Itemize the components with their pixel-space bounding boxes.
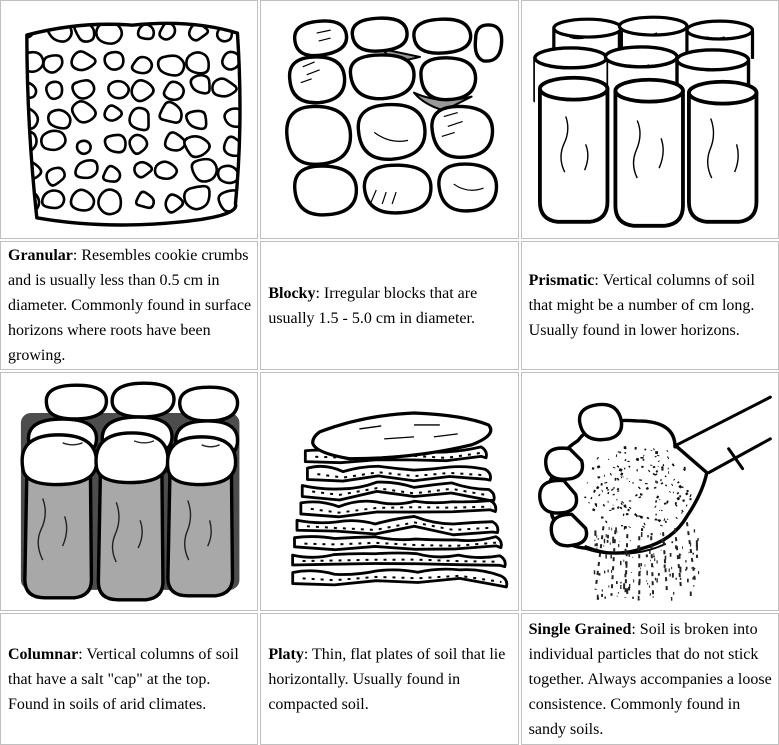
granular-term: Granular	[8, 247, 73, 264]
columnar-columns	[22, 383, 237, 600]
prismatic-illustration-cell	[521, 0, 779, 239]
prismatic-caption-cell	[521, 241, 779, 370]
platy-caption: Platy: Thin, flat plates of soil that lie horizontally. Usually found in compacted soil.	[268, 645, 506, 713]
blocky-illustration	[265, 5, 513, 234]
columnar-illustration	[5, 377, 253, 606]
single-grained-description: Soil is broken into individual particles that do not stick together. Always accompanies a loose consistence. Commonly found in sandy soils.	[528, 620, 772, 738]
pebble-cluster	[11, 18, 244, 214]
platy-term: Platy	[268, 645, 304, 663]
columnar-caption: Columnar: Vertical columns of soil that have a salt "cap" at the top. Found in soils of arid climates.	[8, 645, 239, 713]
single-grained-term: Single Grained	[528, 620, 632, 638]
columnar-description: Vertical columns of soil that have a salt "cap" at the top. Found in soils of arid climates.	[8, 645, 239, 713]
prismatic-term: Prismatic	[528, 272, 595, 289]
platy-description: Thin, flat plates of soil that lie horizontally. Usually found in compacted soil.	[268, 645, 506, 713]
single-grained-caption: Single Grained: Soil is broken into individual particles that do not stick together. Always accompanies a loose consistence. Commonly found in sandy soils.	[528, 620, 772, 738]
prismatic-caption: Prismatic: Vertical columns of soil that might be a number of cm long. Usually found in lower horizons.	[528, 272, 755, 339]
columnar-caption-cell	[0, 613, 258, 745]
platy-illustration-cell	[260, 372, 518, 611]
block-shapes	[287, 18, 502, 215]
prism-columns	[535, 17, 757, 226]
granular-illustration	[5, 5, 253, 234]
columnar-illustration-cell	[0, 372, 258, 611]
plate-stack	[293, 447, 507, 587]
granular-description: Resembles cookie crumbs and is usually less than 0.5 cm in diameter. Commonly found in surface horizons where roots have been growing.	[8, 247, 252, 364]
blocky-caption: Blocky: Irregular blocks that are usually 1.5 - 5.0 cm in diameter.	[268, 284, 478, 327]
platy-illustration	[265, 377, 513, 606]
prismatic-description: Vertical columns of soil that might be a number of cm long. Usually found in lower horizons.	[528, 272, 755, 339]
blocky-description: Irregular blocks that are usually 1.5 - 5.0 cm in diameter.	[268, 284, 478, 327]
single-grained-illustration-cell	[521, 372, 779, 611]
prismatic-illustration	[526, 5, 774, 234]
columnar-term: Columnar	[8, 645, 79, 663]
granular-caption: Granular: Resembles cookie crumbs and is usually less than 0.5 cm in diameter. Commonly found in surface horizons where roots have been growing.	[8, 247, 252, 364]
single-grained-caption-cell	[521, 613, 779, 745]
granular-caption-cell	[0, 241, 258, 370]
blocky-caption-cell	[260, 241, 518, 370]
blocky-term: Blocky	[268, 284, 316, 302]
blocky-illustration-cell	[260, 0, 518, 239]
single-grained-illustration	[526, 377, 774, 606]
granular-illustration-cell	[0, 0, 258, 239]
platy-caption-cell	[260, 613, 518, 745]
